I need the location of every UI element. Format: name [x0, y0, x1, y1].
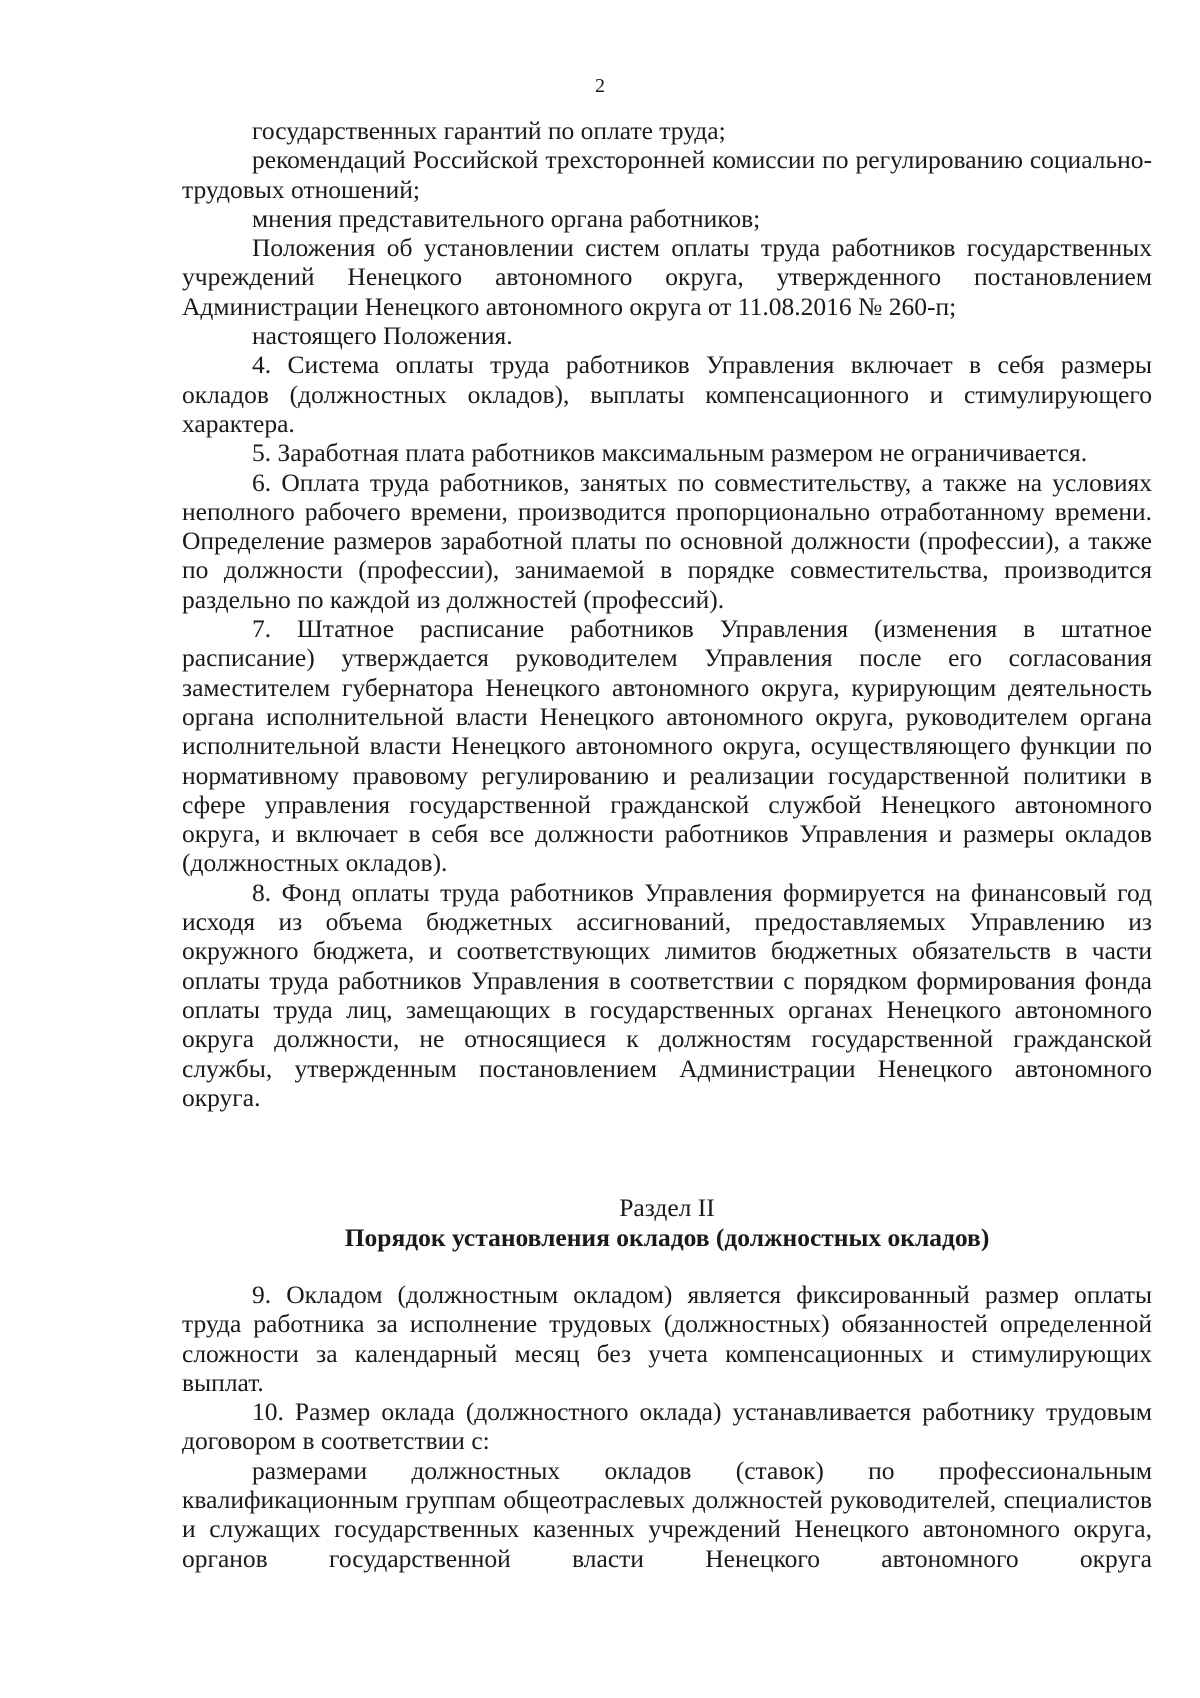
paragraph: 4. Система оплаты труда работников Управления включает в себя размеры окладов (должностных окладов), выплаты компенсационного и стимулирующего характера. [182, 350, 1152, 438]
paragraph: настоящего Положения. [252, 321, 513, 351]
section-number: Раздел II [619, 1193, 715, 1222]
section-heading [182, 1193, 1152, 1253]
section-title: Порядок установления окладов (должностных окладов) [344, 1223, 990, 1252]
paragraph: мнения представительного органа работников; [252, 203, 761, 233]
paragraph: 10. Размер оклада (должностного оклада) устанавливается работнику трудовым договором в соответствии с: [182, 1397, 1152, 1456]
body-text-top [182, 116, 1152, 1112]
paragraph: 6. Оплата труда работников, занятых по совместительству, а также на условиях неполного рабочего времени, производится пропорционально отработанному времени. Определение размеров заработной платы по основной должности (профессии), а также по должности (профессии), занимаемой в порядке совместительства, производится раздельно по каждой из должностей (профессий). [182, 467, 1152, 614]
paragraph: 5. Заработная плата работников максимальным размером не ограничивается. [252, 438, 1088, 468]
page-number: 2 [595, 75, 605, 97]
paragraph: Положения об установлении систем оплаты труда работников государственных учреждений Ненецкого автономного округа, утвержденного постановлением Администрации Ненецкого автономного округа от 11.08.2016 № 260-п; [182, 233, 1152, 321]
paragraph: 7. Штатное расписание работников Управления (изменения в штатное расписание) утверждается руководителем Управления после его согласования заместителем губернатора Ненецкого автономного округа, курирующим деятельность органа исполнительной власти Ненецкого автономного округа, руководителем органа исполнительной власти Ненецкого автономного округа, осуществляющего функции по нормативному правовому регулированию и реализации государственной политики в сфере управления государственной гражданской службой Ненецкого автономного округа, и включает в себя все должности работников Управления и размеры окладов (должностных окладов). [182, 614, 1152, 878]
paragraph: государственных гарантий по оплате труда; [252, 116, 726, 145]
paragraph: рекомендаций Российской трехсторонней комиссии по регулированию социально-трудовых отношений; [182, 145, 1152, 204]
paragraph: 8. Фонд оплаты труда работников Управления формируется на финансовый год исходя из объема бюджетных ассигнований, предоставляемых Управлению из окружного бюджета, и соответствующих лимитов бюджетных обязательств в части оплаты труда работников Управления в соответствии с порядком формирования фонда оплаты труда лиц, замещающих в государственных органах Ненецкого автономного округа должности, не относящиеся к должностям государственной гражданской службы, утвержденным постановлением Администрации Ненецкого автономного округа. [182, 877, 1152, 1112]
paragraph: 9. Окладом (должностным окладом) является фиксированный размер оплаты труда работника за исполнение трудовых (должностных) обязанностей определенной сложности за календарный месяц без учета компенсационных и стимулирующих выплат. [182, 1280, 1152, 1397]
paragraph: размерами должностных окладов (ставок) по профессиональным квалификационным группам общеотраслевых должностей руководителей, специалистов и служащих государственных казенных учреждений Ненецкого автономного округа, органов государственной власти Ненецкого автономного округа [182, 1455, 1152, 1573]
body-text-bottom [182, 1280, 1152, 1573]
